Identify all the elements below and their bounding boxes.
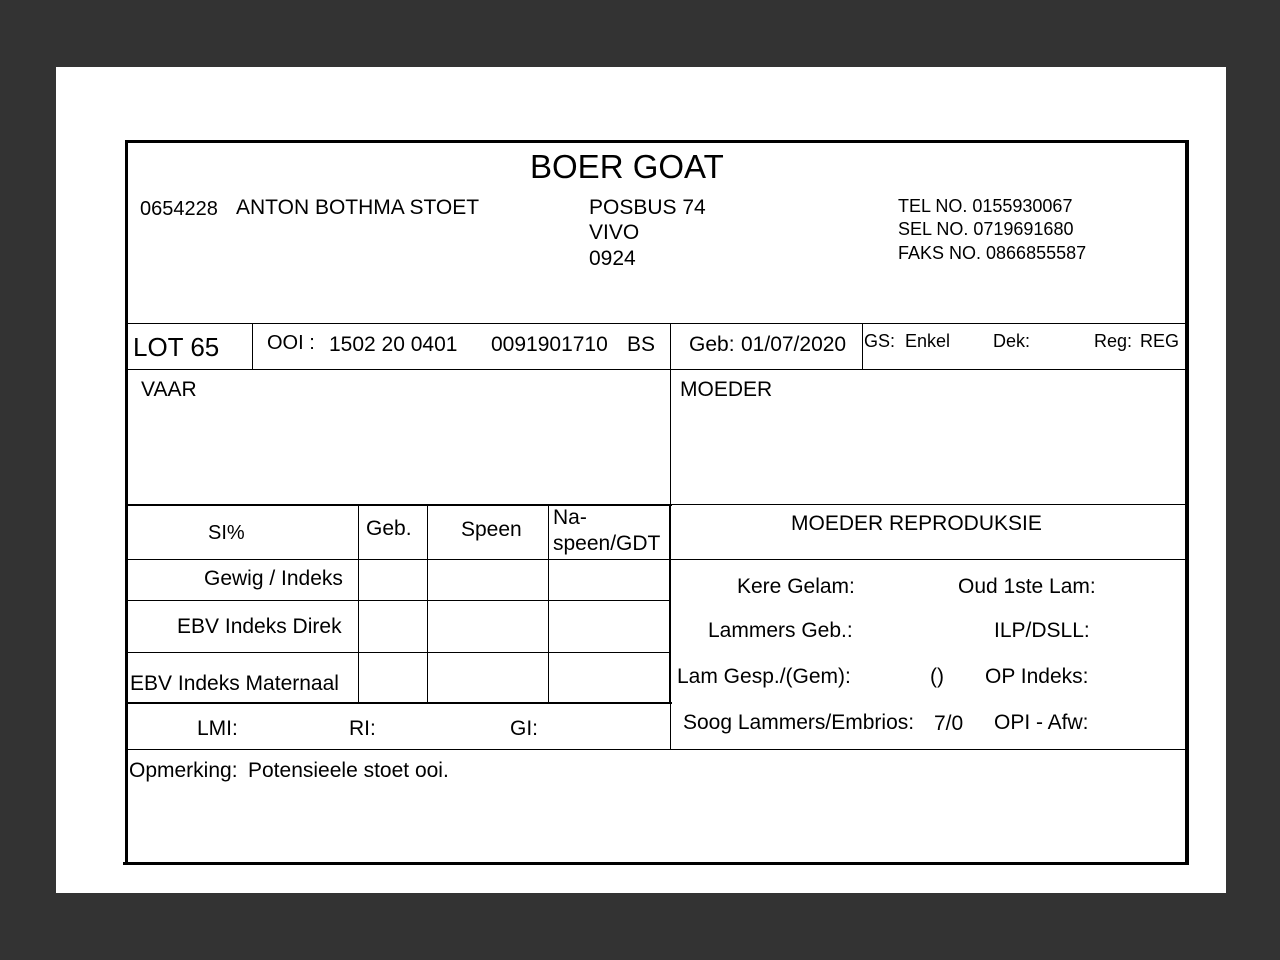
row-ebv-indeks-maternaal: EBV Indeks Maternaal [130,672,339,695]
faks-number: FAKS NO. 0866855587 [898,243,1087,263]
moeder-label: MOEDER [680,378,773,401]
column-speen: Speen [461,518,522,541]
gs-value: Enkel [905,331,951,351]
breeder-name: ANTON BOTHMA STOET [236,196,480,219]
address-line-3: 0924 [589,247,636,270]
opi-afw-label: OPI - Afw: [994,711,1089,734]
ooi-id-suffix: BS [627,333,656,356]
gs-label: GS: [864,331,896,351]
soog-lammers-value: 7/0 [934,712,964,735]
reg-label: Reg: [1094,331,1133,351]
row-gewig-indeks: Gewig / Indeks [204,567,343,590]
kere-gelam-label: Kere Gelam: [737,575,855,598]
address-line-2: VIVO [589,221,640,244]
ilp-dsll-label: ILP/DSLL: [994,619,1090,642]
soog-lammers-label: Soog Lammers/Embrios: [683,711,915,734]
reproduction-title: MOEDER REPRODUKSIE [791,512,1042,535]
vaar-label: VAAR [141,378,197,401]
birth-date-label: Geb: [689,333,735,356]
card-title: BOER GOAT [530,148,724,185]
breeder-number: 0654228 [140,198,218,220]
si-percent-label: SI% [208,522,245,544]
op-indeks-label: OP Indeks: [985,665,1089,688]
lam-gesp-value: () [930,665,944,688]
ooi-id-number: 0091901710 [491,333,608,356]
ri-label: RI: [349,717,376,740]
remarks-text: Potensieele stoet ooi. [248,759,449,782]
reg-value: REG [1140,331,1180,351]
dek-label: Dek: [993,331,1031,351]
sel-number: SEL NO. 0719691680 [898,219,1074,239]
birth-date-value: 01/07/2020 [741,333,847,356]
tel-number: TEL NO. 0155930067 [898,196,1073,216]
ooi-number: 1502 20 0401 [329,333,458,356]
remarks-label: Opmerking: [129,759,238,782]
gi-label: GI: [510,717,539,740]
lam-gesp-label: Lam Gesp./(Gem): [677,665,851,688]
lot-number: LOT 65 [133,332,220,362]
column-naspeen-line-2: speen/GDT [553,532,661,555]
address-line-1: POSBUS 74 [589,196,706,219]
column-naspeen-line-1: Na- [553,506,587,529]
ooi-label: OOI : [267,332,315,354]
lmi-label: LMI: [197,717,238,740]
column-geb: Geb. [366,517,412,540]
row-ebv-indeks-direk: EBV Indeks Direk [177,615,342,638]
lammers-geb-label: Lammers Geb.: [708,619,853,642]
oud-1ste-lam-label: Oud 1ste Lam: [958,575,1096,598]
